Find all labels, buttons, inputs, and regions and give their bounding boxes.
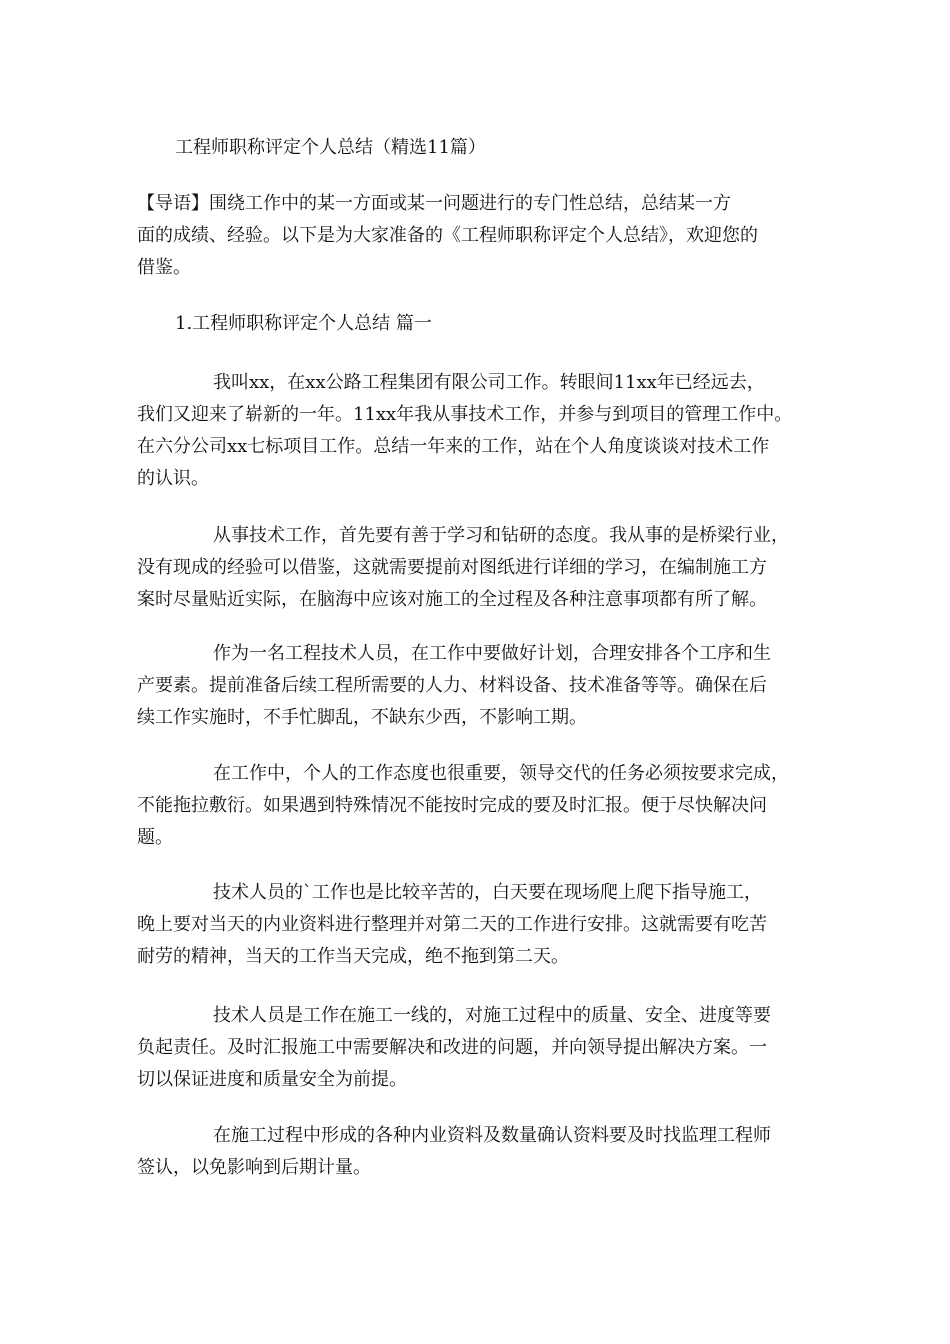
paragraph-line: 我叫xx，在xx公路工程集团有限公司工作。转眼间11xx年已经远去， [213, 372, 765, 393]
paragraph-line: 作为一名工程技术人员，在工作中要做好计划，合理安排各个工序和生 [213, 643, 771, 664]
paragraph-line: 我们又迎来了崭新的一年。11xx年我从事技术工作，并参与到项目的管理工作中。 [137, 404, 793, 425]
body-paragraph-3 [137, 638, 819, 734]
paragraph-line: 晚上要对当天的内业资料进行整理并对第二天的工作进行安排。这就需要有吃苦 [137, 914, 767, 935]
body-paragraph-1 [137, 367, 819, 495]
paragraph-line: 技术人员是工作在施工一线的，对施工过程中的质量、安全、进度等要 [213, 1005, 771, 1026]
intro-paragraph [137, 188, 819, 284]
intro-line: 借鉴。 [137, 257, 191, 278]
paragraph-line: 在工作中，个人的工作态度也很重要，领导交代的任务必须按要求完成， [213, 763, 789, 784]
paragraph-line: 切以保证进度和质量安全为前提。 [137, 1069, 407, 1090]
body-paragraph-6 [137, 1000, 819, 1096]
paragraph-line: 不能拖拉敷衍。如果遇到特殊情况不能按时完成的要及时汇报。便于尽快解决问 [137, 795, 767, 816]
document-title: 工程师职称评定个人总结（精选11篇） [175, 137, 486, 158]
body-paragraph-5 [137, 877, 819, 973]
paragraph-line: 技术人员的`工作也是比较辛苦的，白天要在现场爬上爬下指导施工， [213, 882, 762, 903]
paragraph-line: 负起责任。及时汇报施工中需要解决和改进的问题，并向领导提出解决方案。一 [137, 1037, 767, 1058]
paragraph-line: 签认，以免影响到后期计量。 [137, 1157, 371, 1178]
paragraph-line: 耐劳的精神，当天的工作当天完成，绝不拖到第二天。 [137, 946, 569, 967]
paragraph-line: 案时尽量贴近实际，在脑海中应该对施工的全过程及各种注意事项都有所了解。 [137, 589, 767, 610]
paragraph-line: 产要素。提前准备后续工程所需要的人力、材料设备、技术准备等等。确保在后 [137, 675, 767, 696]
paragraph-line: 的认识。 [137, 468, 209, 489]
section-title: 1.工程师职称评定个人总结 篇一 [175, 313, 432, 334]
paragraph-line: 题。 [137, 827, 173, 848]
body-paragraph-2 [137, 520, 819, 616]
body-paragraph-4 [137, 758, 819, 854]
paragraph-line: 续工作实施时，不手忙脚乱，不缺东少西，不影响工期。 [137, 707, 587, 728]
intro-line: 面的成绩、经验。以下是为大家准备的《工程师职称评定个人总结》，欢迎您的 [137, 225, 758, 246]
paragraph-line: 在六分公司xx七标项目工作。总结一年来的工作，站在个人角度谈谈对技术工作 [137, 436, 770, 457]
body-paragraph-7 [137, 1120, 819, 1184]
paragraph-line: 没有现成的经验可以借鉴，这就需要提前对图纸进行详细的学习，在编制施工方 [137, 557, 767, 578]
paragraph-line: 在施工过程中形成的各种内业资料及数量确认资料要及时找监理工程师 [213, 1125, 771, 1146]
intro-line: 【导语】围绕工作中的某一方面或某一问题进行的专门性总结，总结某一方 [137, 193, 731, 214]
paragraph-line: 从事技术工作，首先要有善于学习和钻研的态度。我从事的是桥梁行业， [213, 525, 789, 546]
